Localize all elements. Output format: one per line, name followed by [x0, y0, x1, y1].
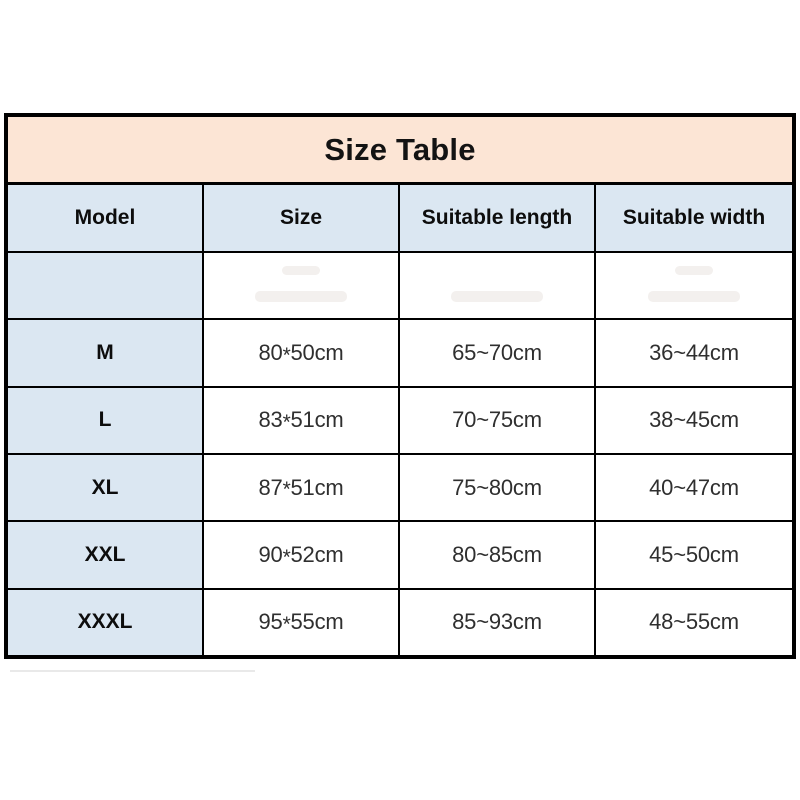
empty-suitable-width-cell	[596, 253, 792, 318]
empty-model-cell	[8, 253, 204, 318]
size-table-title: Size Table	[324, 131, 476, 167]
size-table-row	[8, 320, 792, 387]
empty-size-cell	[204, 253, 400, 318]
model-cell: L	[8, 388, 204, 453]
size-table-header-row	[8, 185, 792, 252]
column-header-suitable-width: Suitable width	[596, 185, 792, 250]
suitable-length-cell: 65~70cm	[400, 320, 596, 385]
size-cell: 90 * 52cm	[204, 522, 400, 587]
size-table-row	[8, 590, 792, 655]
size-table-empty-row	[8, 253, 792, 320]
empty-suitable-length-cell	[400, 253, 596, 318]
size-table-title-row	[8, 117, 792, 185]
ghost-text-smudge	[282, 266, 320, 275]
model-cell: M	[8, 320, 204, 385]
model-cell: XXL	[8, 522, 204, 587]
suitable-length-cell: 75~80cm	[400, 455, 596, 520]
size-cell: 95 * 55cm	[204, 590, 400, 655]
size-table-row	[8, 522, 792, 589]
suitable-width-cell: 48~55cm	[596, 590, 792, 655]
size-cell: 80 * 50cm	[204, 320, 400, 385]
size-table	[4, 113, 796, 659]
ghost-bottom-line	[10, 670, 255, 672]
suitable-length-cell: 80~85cm	[400, 522, 596, 587]
size-cell: 83 * 51cm	[204, 388, 400, 453]
ghost-text-smudge	[648, 291, 740, 302]
size-cell: 87 * 51cm	[204, 455, 400, 520]
suitable-width-cell: 36~44cm	[596, 320, 792, 385]
suitable-length-cell: 70~75cm	[400, 388, 596, 453]
size-table-row	[8, 388, 792, 455]
suitable-width-cell: 45~50cm	[596, 522, 792, 587]
column-header-size: Size	[204, 185, 400, 250]
ghost-text-smudge	[451, 291, 543, 302]
ghost-text-smudge	[255, 291, 347, 302]
size-table-row	[8, 455, 792, 522]
ghost-text-smudge	[675, 266, 713, 275]
model-cell: XL	[8, 455, 204, 520]
suitable-width-cell: 38~45cm	[596, 388, 792, 453]
suitable-length-cell: 85~93cm	[400, 590, 596, 655]
column-header-model: Model	[8, 185, 204, 250]
column-header-suitable-length: Suitable length	[400, 185, 596, 250]
suitable-width-cell: 40~47cm	[596, 455, 792, 520]
model-cell: XXXL	[8, 590, 204, 655]
